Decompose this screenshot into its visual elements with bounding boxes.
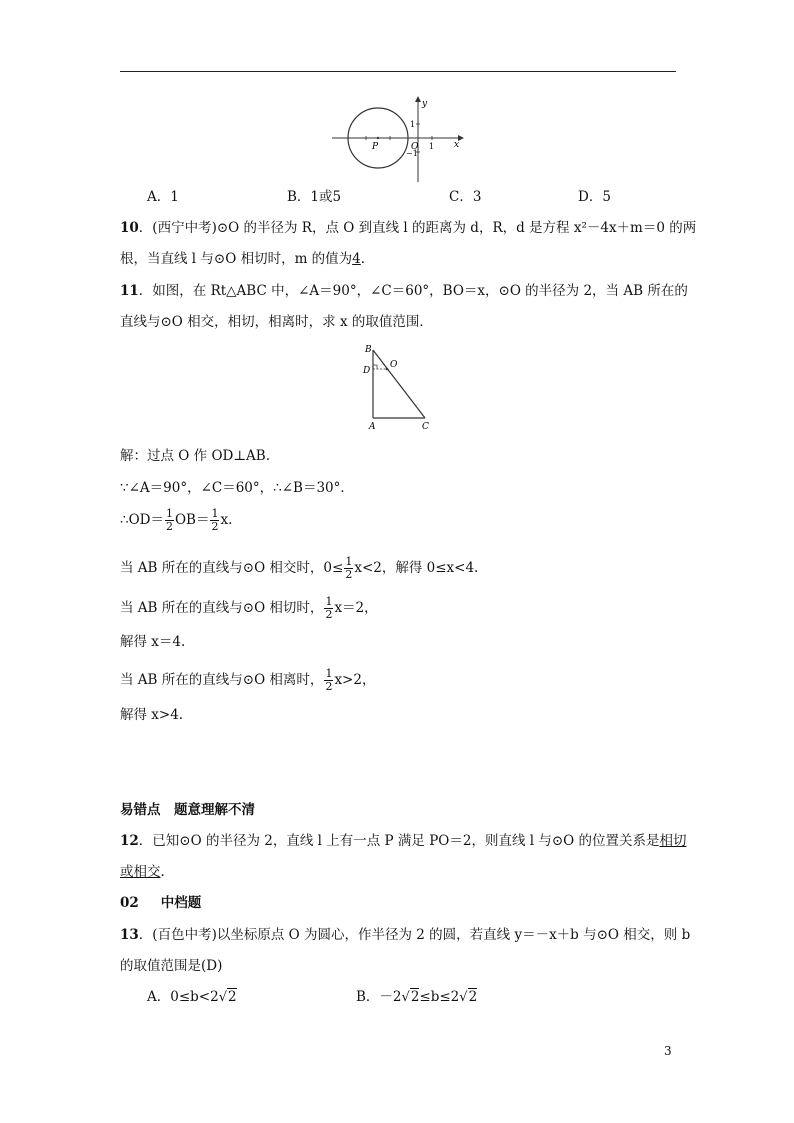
one-x-label: 1	[429, 142, 435, 151]
sqrt-icon: √	[401, 990, 410, 1005]
q12-number: 12	[120, 833, 139, 849]
section-title: 中档题	[160, 895, 202, 911]
q9-option-b: B．1或5	[287, 189, 342, 205]
q10-text2: 根，当直线 l 与⊙O 相切时，m 的值为	[120, 251, 353, 267]
o-label: O	[411, 142, 419, 152]
neg-one-label: −1	[406, 149, 418, 158]
q12-line2: 或相交.	[120, 864, 165, 880]
solution-line2: ∵∠A＝90°，∠C＝60°，∴∠B＝30°．	[120, 480, 354, 496]
one-y-label: 1	[410, 120, 416, 129]
q10-text1: ．(西宁中考)⊙O 的半径为 R，点 O 到直线 l 的距离为 d，R，d 是方程 x²－4x＋m＝0 的两	[138, 220, 697, 236]
point-o	[386, 368, 389, 371]
q10-line1	[120, 219, 696, 237]
solution-line3: ∴OD＝ $\frac{1}{2}$ OB＝ $\frac{1}{2}$ x.	[120, 507, 233, 533]
q12-answer-part2: 或相交	[120, 864, 161, 880]
q13-line1: 13．(百色中考)以坐标原点 O 为圆心，作半径为 2 的圆，若直线 y＝－x＋b 与⊙O 相交，则 b	[120, 927, 691, 943]
error-section-title: 易错点 题意理解不清	[120, 802, 255, 818]
fraction-half: $\frac{1}{2}$	[325, 595, 333, 621]
triangle-figure	[360, 342, 440, 432]
q13-option-a: A．0≤b<2√2	[147, 989, 237, 1005]
fraction-half: $\frac{1}{2}$	[345, 555, 353, 581]
q10-line2	[120, 250, 374, 268]
q11-text1: ．如图，在 Rt△ABC 中，∠A＝90°，∠C＝60°，BO＝x，⊙O 的半径为 2，当 AB 所在的	[138, 283, 688, 299]
q11-line1	[120, 282, 688, 300]
q9-option-c: C．3	[449, 189, 482, 205]
solution-line4: 当 AB 所在的直线与⊙O 相交时，0≤ $\frac{1}{2}$ x<2，解得 0≤x<4.	[120, 555, 479, 581]
sqrt-icon: √	[218, 990, 227, 1005]
q9-option-d: D．5	[578, 189, 611, 205]
right-angle-mark	[373, 365, 377, 369]
fraction-half: $\frac{1}{2}$	[211, 507, 219, 533]
side-bc	[373, 350, 425, 418]
q10-answer: 4	[352, 251, 361, 267]
q13-number: 13	[120, 927, 139, 943]
c-label: C	[422, 422, 429, 432]
circle-axes-figure	[328, 94, 468, 184]
solution-line1: 解：过点 O 作 OD⊥AB.	[120, 448, 270, 464]
fraction-half: $\frac{1}{2}$	[165, 507, 173, 533]
q11-number: 11	[120, 283, 139, 299]
y-axis-arrow-icon	[415, 96, 421, 102]
section-number: 02	[120, 895, 139, 911]
q10-number: 10	[120, 220, 139, 236]
q12-answer-part1: 相切	[659, 833, 687, 849]
p-label: P	[372, 142, 379, 152]
q13-option-b: B．－2√2≤b≤2√2	[356, 989, 478, 1005]
solution-line7: 当 AB 所在的直线与⊙O 相离时， $\frac{1}{2}$ x>2，	[120, 667, 376, 693]
d-label: D	[363, 366, 371, 376]
section-02-heading	[120, 894, 201, 912]
y-label: y	[422, 99, 428, 109]
o-label: O	[390, 360, 398, 370]
x-label: x	[454, 140, 460, 150]
sqrt-icon: √	[459, 990, 468, 1005]
a-label: A	[369, 422, 376, 432]
header-rule	[120, 71, 676, 72]
q10-text3: ．	[360, 251, 375, 267]
page-number: 3	[664, 1044, 672, 1058]
b-label: B	[365, 345, 372, 355]
fraction-half: $\frac{1}{2}$	[325, 667, 333, 693]
solution-line5: 当 AB 所在的直线与⊙O 相切时， $\frac{1}{2}$ x＝2，	[120, 595, 378, 621]
solution-line6: 解得 x＝4.	[120, 634, 186, 650]
q12-line1: 12．已知⊙O 的半径为 2，直线 l 上有一点 P 满足 PO＝2，则直线 l 与⊙O 的位置关系是相切	[120, 833, 687, 849]
q9-option-a: A．1	[147, 189, 179, 205]
q13-line2: 的取值范围是(D)	[120, 958, 223, 974]
solution-line8: 解得 x>4.	[120, 707, 184, 723]
point-p	[377, 137, 379, 139]
q11-line2: 直线与⊙O 相交，相切，相离时，求 x 的取值范围．	[120, 314, 433, 330]
